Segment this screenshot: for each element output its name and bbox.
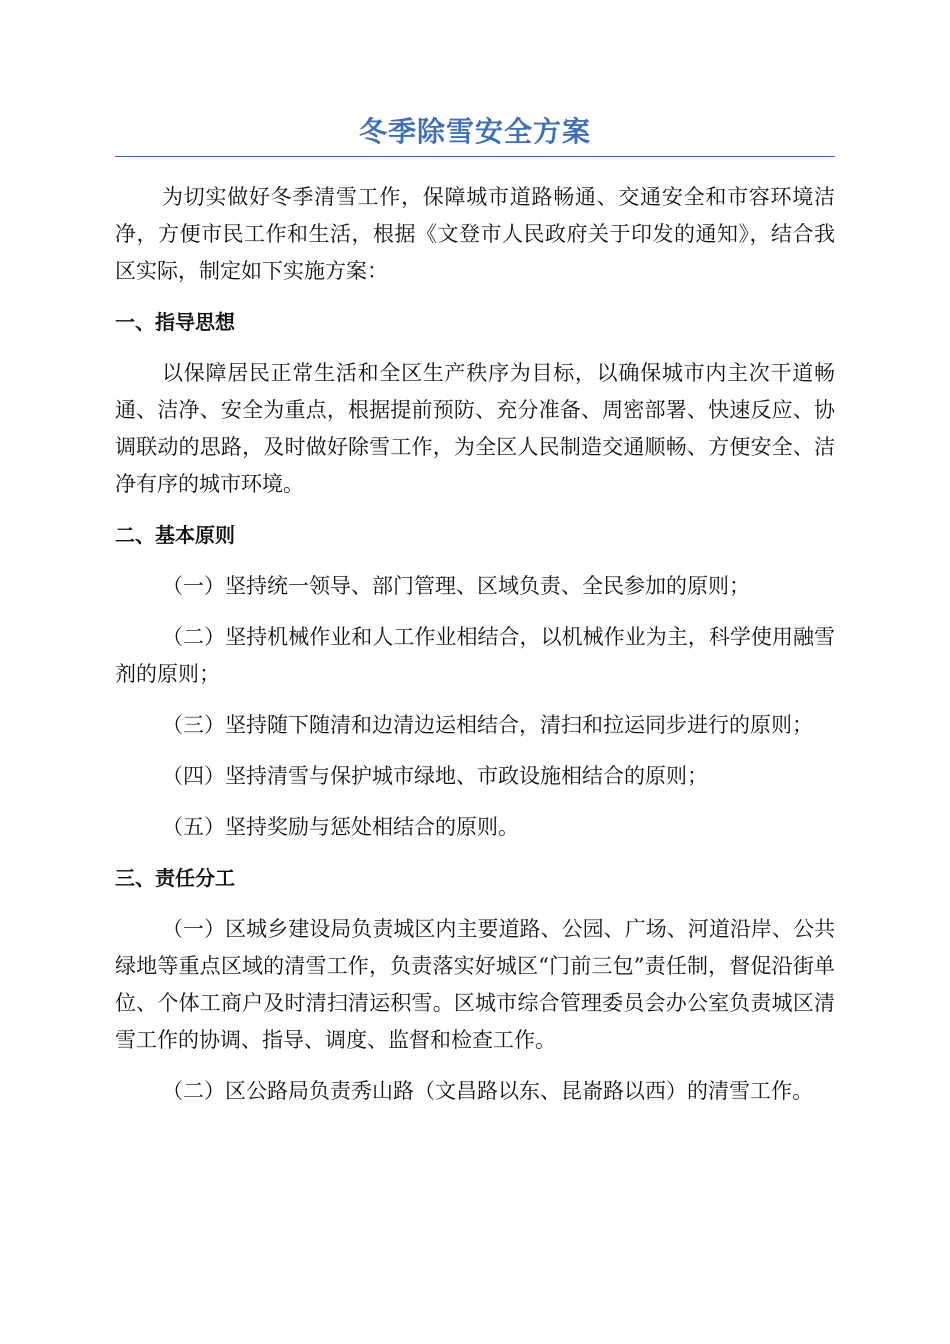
intro-paragraph: 为切实做好冬季清雪工作，保障城市道路畅通、交通安全和市容环境洁净，方便市民工作和生活，根据《文登市人民政府关于印发的通知》，结合我区实际，制定如下实施方案： xyxy=(115,185,835,283)
document-title: 冬季除雪安全方案 xyxy=(115,112,835,157)
principle-item: （四）坚持清雪与保护城市绿地、市政设施相结合的原则； xyxy=(162,764,708,788)
responsibility-item: （一）区城乡建设局负责城区内主要道路、公园、广场、河道沿岸、公共绿地等重点区域的清雪工作，负责落实好城区“门前三包”责任制，督促沿街单位、个体工商户及时清扫清运积雪。区城市综合管理委员会办公室负责城区清雪工作的协调、指导、调度、监督和检查工作。 xyxy=(115,917,835,1052)
section-heading-guiding-ideology: 一、指导思想 xyxy=(115,310,235,334)
section-1-paragraph: 以保障居民正常生活和全区生产秩序为目标，以确保城市内主次干道畅通、洁净、安全为重点，根据提前预防、充分准备、周密部署、快速反应、协调联动的思路，及时做好除雪工作，为全区人民制造交通顺畅、方便安全、洁净有序的城市环境。 xyxy=(115,361,835,496)
principle-item: （一）坚持统一领导、部门管理、区域负责、全民参加的原则； xyxy=(162,574,750,598)
principle-item: （五）坚持奖励与惩处相结合的原则。 xyxy=(162,815,519,839)
section-heading-responsibilities: 三、责任分工 xyxy=(115,866,235,890)
principle-item: （三）坚持随下随清和边清边运相结合，清扫和拉运同步进行的原则； xyxy=(162,713,813,737)
document-page xyxy=(115,112,835,1110)
principle-item: （二）坚持机械作业和人工作业相结合，以机械作业为主，科学使用融雪剂的原则； xyxy=(115,625,835,686)
section-heading-basic-principles: 二、基本原则 xyxy=(115,523,235,547)
responsibility-item: （二）区公路局负责秀山路（文昌路以东、昆嵛路以西）的清雪工作。 xyxy=(162,1079,813,1103)
